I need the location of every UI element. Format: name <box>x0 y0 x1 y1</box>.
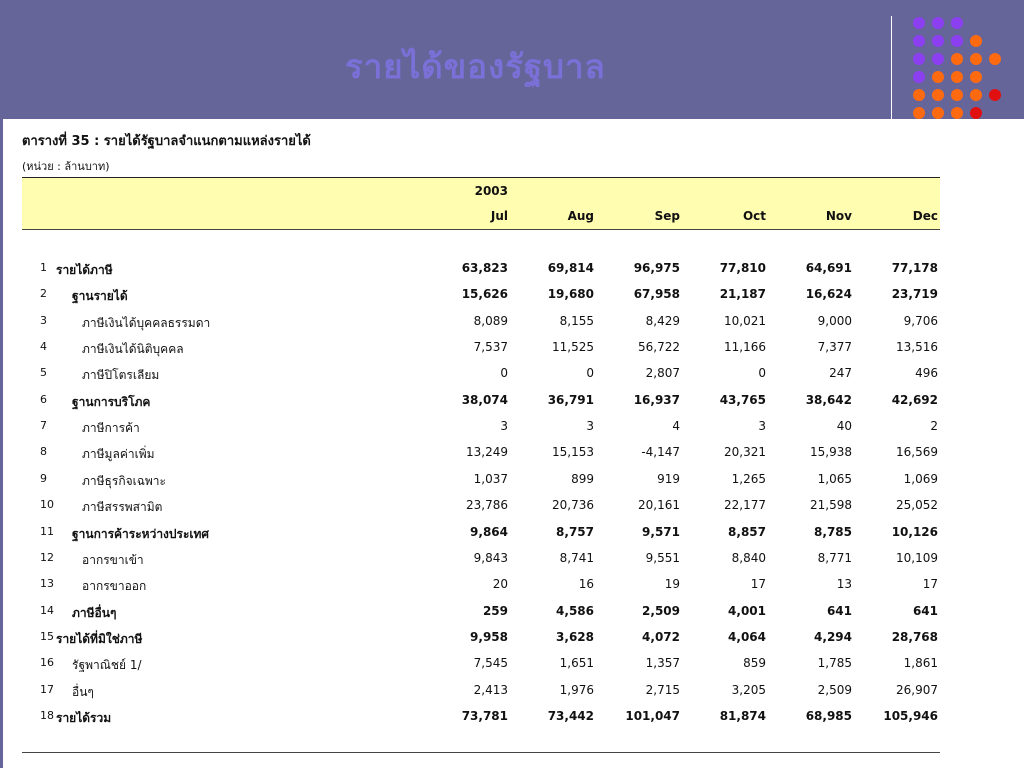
value-cell: 9,571 <box>642 525 680 539</box>
decorative-dot <box>913 107 925 119</box>
value-cell: 641 <box>826 604 852 618</box>
row-label: ภาษีเงินได้บุคคลธรรมดา <box>82 316 211 330</box>
value-cell: 10,126 <box>891 525 938 539</box>
value-cell: 56,722 <box>638 340 680 354</box>
table-row <box>0 525 1024 551</box>
value-cell: 11,166 <box>724 340 766 354</box>
value-cell: 7,377 <box>817 340 852 354</box>
decorative-dot <box>932 107 944 119</box>
value-cell: 496 <box>915 366 938 380</box>
footer-rule <box>22 752 940 753</box>
value-cell: 2,807 <box>645 366 680 380</box>
value-cell: 8,089 <box>473 314 508 328</box>
value-cell: 64,691 <box>805 261 852 275</box>
value-cell: 81,874 <box>719 709 766 723</box>
table-row <box>0 419 1024 445</box>
month-header: Dec <box>912 209 938 223</box>
table-row <box>0 709 1024 735</box>
value-cell: 13,516 <box>896 340 938 354</box>
table-row <box>0 551 1024 577</box>
month-header: Nov <box>825 209 852 223</box>
value-cell: 10,021 <box>724 314 766 328</box>
value-cell: 8,757 <box>556 525 594 539</box>
value-cell: 21,187 <box>719 287 766 301</box>
value-cell: 9,843 <box>473 551 508 565</box>
value-cell: 16,624 <box>805 287 852 301</box>
value-cell: 8,771 <box>817 551 852 565</box>
row-label: อากรขาเข้า <box>82 553 144 567</box>
value-cell: 73,442 <box>547 709 594 723</box>
row-number: 5 <box>40 366 47 379</box>
row-number: 1 <box>40 261 47 274</box>
value-cell: 3 <box>758 419 766 433</box>
table-row <box>0 287 1024 313</box>
value-cell: 9,000 <box>817 314 852 328</box>
row-number: 4 <box>40 340 47 353</box>
decorative-dot <box>951 71 963 83</box>
value-cell: 0 <box>500 366 508 380</box>
value-cell: 4 <box>672 419 680 433</box>
table-row <box>0 683 1024 709</box>
value-cell: 8,155 <box>559 314 594 328</box>
decorative-dot <box>913 89 925 101</box>
value-cell: 4,294 <box>814 630 852 644</box>
value-cell: 42,692 <box>891 393 938 407</box>
value-cell: 7,545 <box>473 656 508 670</box>
value-cell: 96,975 <box>633 261 680 275</box>
value-cell: 23,719 <box>891 287 938 301</box>
row-number: 3 <box>40 314 47 327</box>
month-header: Sep <box>654 209 680 223</box>
year-label: 2003 <box>474 184 508 198</box>
value-cell: 9,551 <box>645 551 680 565</box>
value-cell: 9,706 <box>903 314 938 328</box>
row-label: ภาษีปิโตรเลียม <box>82 368 160 382</box>
value-cell: 16 <box>578 577 594 591</box>
row-label: ฐานรายได้ <box>72 289 128 303</box>
table-row <box>0 261 1024 287</box>
value-cell: 641 <box>912 604 938 618</box>
value-cell: 247 <box>829 366 852 380</box>
value-cell: 36,791 <box>547 393 594 407</box>
value-cell: 859 <box>743 656 766 670</box>
value-cell: 16,569 <box>896 445 938 459</box>
table-title: ตารางที่ 35 : รายได้รัฐบาลจำแนกตามแหล่งรายได้ <box>22 134 311 149</box>
value-cell: 68,985 <box>805 709 852 723</box>
value-cell: 20 <box>492 577 508 591</box>
row-number: 7 <box>40 419 47 432</box>
row-label: รายได้ภาษี <box>56 263 113 277</box>
value-cell: 2,413 <box>473 683 508 697</box>
decorative-dot <box>989 89 1001 101</box>
value-cell: 1,861 <box>903 656 938 670</box>
month-header: Jul <box>490 209 508 223</box>
decorative-dot <box>970 71 982 83</box>
row-number: 11 <box>40 525 54 538</box>
value-cell: 259 <box>482 604 508 618</box>
slide-header <box>0 0 1024 119</box>
value-cell: 919 <box>657 472 680 486</box>
value-cell: 67,958 <box>633 287 680 301</box>
value-cell: 4,001 <box>728 604 766 618</box>
row-number: 17 <box>40 683 54 696</box>
value-cell: 38,642 <box>805 393 852 407</box>
value-cell: 20,736 <box>552 498 594 512</box>
table-row <box>0 393 1024 419</box>
row-label: ฐานการบริโภค <box>72 395 151 409</box>
row-number: 9 <box>40 472 47 485</box>
value-cell: -4,147 <box>641 445 680 459</box>
table-row <box>0 604 1024 630</box>
value-cell: 15,626 <box>461 287 508 301</box>
value-cell: 2,715 <box>645 683 680 697</box>
value-cell: 3,205 <box>731 683 766 697</box>
value-cell: 28,768 <box>891 630 938 644</box>
decorative-dot <box>951 89 963 101</box>
row-label: ภาษีมูลค่าเพิ่ม <box>82 447 155 461</box>
value-cell: 23,786 <box>466 498 508 512</box>
month-header: Aug <box>567 209 594 223</box>
value-cell: 43,765 <box>719 393 766 407</box>
value-cell: 15,938 <box>810 445 852 459</box>
value-cell: 1,357 <box>645 656 680 670</box>
value-cell: 2 <box>930 419 938 433</box>
value-cell: 3 <box>586 419 594 433</box>
row-number: 16 <box>40 656 54 669</box>
value-cell: 0 <box>758 366 766 380</box>
value-cell: 22,177 <box>724 498 766 512</box>
decorative-dot <box>951 17 963 29</box>
row-number: 2 <box>40 287 47 300</box>
value-cell: 38,074 <box>461 393 508 407</box>
decorative-dot <box>932 89 944 101</box>
value-cell: 4,064 <box>728 630 766 644</box>
value-cell: 1,651 <box>559 656 594 670</box>
value-cell: 3 <box>500 419 508 433</box>
value-cell: 26,907 <box>896 683 938 697</box>
header-rule <box>22 229 940 230</box>
row-label: ภาษีสรรพสามิต <box>82 500 163 514</box>
row-label: ภาษีการค้า <box>82 421 140 435</box>
value-cell: 17 <box>922 577 938 591</box>
value-cell: 73,781 <box>461 709 508 723</box>
decorative-dot <box>932 17 944 29</box>
decorative-dot <box>932 35 944 47</box>
value-cell: 19 <box>664 577 680 591</box>
row-number: 6 <box>40 393 47 406</box>
row-label: รายได้ที่มิใช่ภาษี <box>56 632 143 646</box>
value-cell: 0 <box>586 366 594 380</box>
decorative-dot <box>932 71 944 83</box>
decorative-dot <box>913 35 925 47</box>
value-cell: 899 <box>571 472 594 486</box>
value-cell: 3,628 <box>556 630 594 644</box>
value-cell: 20,161 <box>638 498 680 512</box>
row-label: รายได้รวม <box>56 711 112 725</box>
table-row <box>0 498 1024 524</box>
row-number: 15 <box>40 630 54 643</box>
table-row <box>0 445 1024 471</box>
month-header: Oct <box>742 209 766 223</box>
value-cell: 2,509 <box>817 683 852 697</box>
table-row <box>0 314 1024 340</box>
value-cell: 105,946 <box>883 709 938 723</box>
table-row <box>0 656 1024 682</box>
value-cell: 77,178 <box>891 261 938 275</box>
value-cell: 63,823 <box>461 261 508 275</box>
value-cell: 8,785 <box>814 525 852 539</box>
value-cell: 19,680 <box>547 287 594 301</box>
row-label: ฐานการค้าระหว่างประเทศ <box>72 527 210 541</box>
decorative-dot <box>970 107 982 119</box>
decorative-dot-grid <box>913 17 1008 119</box>
value-cell: 8,840 <box>731 551 766 565</box>
value-cell: 2,509 <box>642 604 680 618</box>
value-cell: 8,429 <box>645 314 680 328</box>
row-number: 12 <box>40 551 54 564</box>
value-cell: 77,810 <box>719 261 766 275</box>
decorative-dot <box>951 107 963 119</box>
table-row <box>0 366 1024 392</box>
row-label: ภาษีเงินได้นิติบุคคล <box>82 342 184 356</box>
value-cell: 9,864 <box>470 525 508 539</box>
decorative-dot <box>951 35 963 47</box>
value-cell: 15,153 <box>552 445 594 459</box>
decorative-dot <box>989 53 1001 65</box>
value-cell: 101,047 <box>625 709 680 723</box>
value-cell: 8,741 <box>559 551 594 565</box>
decorative-dot <box>932 53 944 65</box>
row-number: 14 <box>40 604 54 617</box>
table-row <box>0 340 1024 366</box>
row-number: 18 <box>40 709 54 722</box>
table-row <box>0 630 1024 656</box>
value-cell: 1,037 <box>473 472 508 486</box>
value-cell: 7,537 <box>473 340 508 354</box>
value-cell: 40 <box>836 419 852 433</box>
row-label: รัฐพาณิชย์ 1/ <box>72 658 142 672</box>
value-cell: 10,109 <box>896 551 938 565</box>
row-number: 10 <box>40 498 54 511</box>
value-cell: 1,069 <box>903 472 938 486</box>
value-cell: 11,525 <box>552 340 594 354</box>
value-cell: 16,937 <box>633 393 680 407</box>
decorative-dot <box>913 53 925 65</box>
value-cell: 25,052 <box>896 498 938 512</box>
table-row <box>0 472 1024 498</box>
decorative-dot <box>913 17 925 29</box>
value-cell: 8,857 <box>728 525 766 539</box>
decorative-dot <box>970 89 982 101</box>
row-number: 13 <box>40 577 54 590</box>
row-label: อากรขาออก <box>82 579 147 593</box>
value-cell: 13,249 <box>466 445 508 459</box>
row-label: ภาษีอื่นๆ <box>72 606 117 620</box>
decorative-dot <box>951 53 963 65</box>
row-label: ภาษีธุรกิจเฉพาะ <box>82 474 166 488</box>
decorative-dot <box>970 35 982 47</box>
value-cell: 17 <box>750 577 766 591</box>
value-cell: 1,065 <box>817 472 852 486</box>
decorative-dot <box>970 53 982 65</box>
value-cell: 20,321 <box>724 445 766 459</box>
value-cell: 69,814 <box>547 261 594 275</box>
slide-title: รายได้ของรัฐบาล <box>345 47 606 86</box>
value-cell: 4,072 <box>642 630 680 644</box>
value-cell: 1,265 <box>731 472 766 486</box>
decorative-dot <box>913 71 925 83</box>
table-row <box>0 577 1024 603</box>
row-label: อื่นๆ <box>72 685 94 699</box>
value-cell: 1,785 <box>817 656 852 670</box>
value-cell: 21,598 <box>810 498 852 512</box>
value-cell: 13 <box>836 577 852 591</box>
value-cell: 9,958 <box>470 630 508 644</box>
row-number: 8 <box>40 445 47 458</box>
table-unit: (หน่วย : ล้านบาท) <box>22 160 110 173</box>
value-cell: 4,586 <box>556 604 594 618</box>
value-cell: 1,976 <box>559 683 594 697</box>
header-divider <box>891 16 892 119</box>
